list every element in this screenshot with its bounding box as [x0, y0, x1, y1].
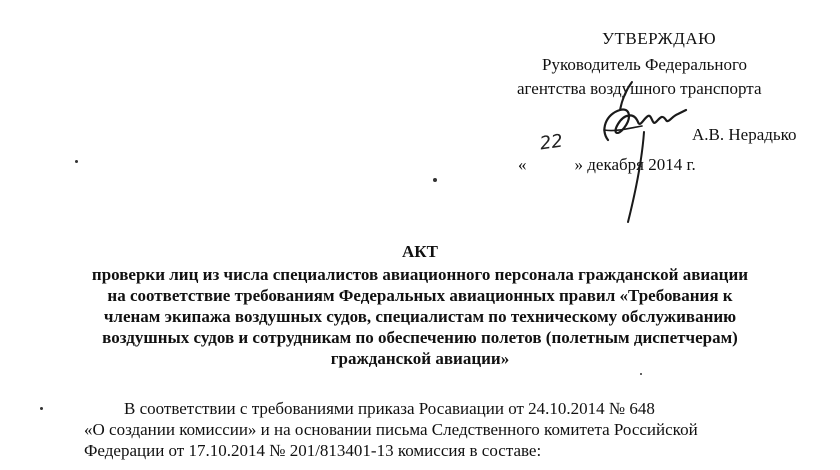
document-body [84, 398, 804, 461]
handwritten-signature [560, 70, 720, 230]
subtitle-line: проверки лиц из числа специалистов авиационного персонала гражданской авиации [91, 265, 749, 284]
approval-date-rest: » декабря 2014 г. [574, 155, 696, 174]
approval-title: УТВЕРЖДАЮ [602, 29, 717, 48]
approval-handwritten-day: 22 [538, 130, 565, 155]
document-subtitle [40, 264, 800, 369]
approval-signer-name: А.В. Нерадько [692, 125, 797, 144]
approval-date-quote-open: « [518, 155, 527, 174]
body-line: Федерации от 17.10.2014 № 201/813401-13 комиссия в составе: [84, 441, 542, 460]
scan-speck [640, 373, 642, 375]
subtitle-line: гражданской авиации» [330, 349, 510, 368]
approval-position-line2: агентства воздушного транспорта [517, 79, 762, 98]
document-title: АКТ [402, 242, 438, 261]
subtitle-line: на соответствие требованиям Федеральных авиационных правил «Требования к [107, 286, 733, 305]
scan-speck [75, 160, 78, 163]
body-line: «О создании комиссии» и на основании письма Следственного комитета Российской [84, 420, 698, 439]
approval-position-line1: Руководитель Федерального [542, 55, 748, 74]
scan-speck [433, 178, 437, 182]
scan-speck [40, 407, 43, 410]
subtitle-line: воздушных судов и сотрудникам по обеспечению полетов (полетным диспетчерам) [102, 328, 738, 347]
body-line: В соответствии с требованиями приказа Росавиации от 24.10.2014 № 648 [124, 399, 655, 418]
subtitle-line: членам экипажа воздушных судов, специалистам по техническому обслуживанию [103, 307, 737, 326]
